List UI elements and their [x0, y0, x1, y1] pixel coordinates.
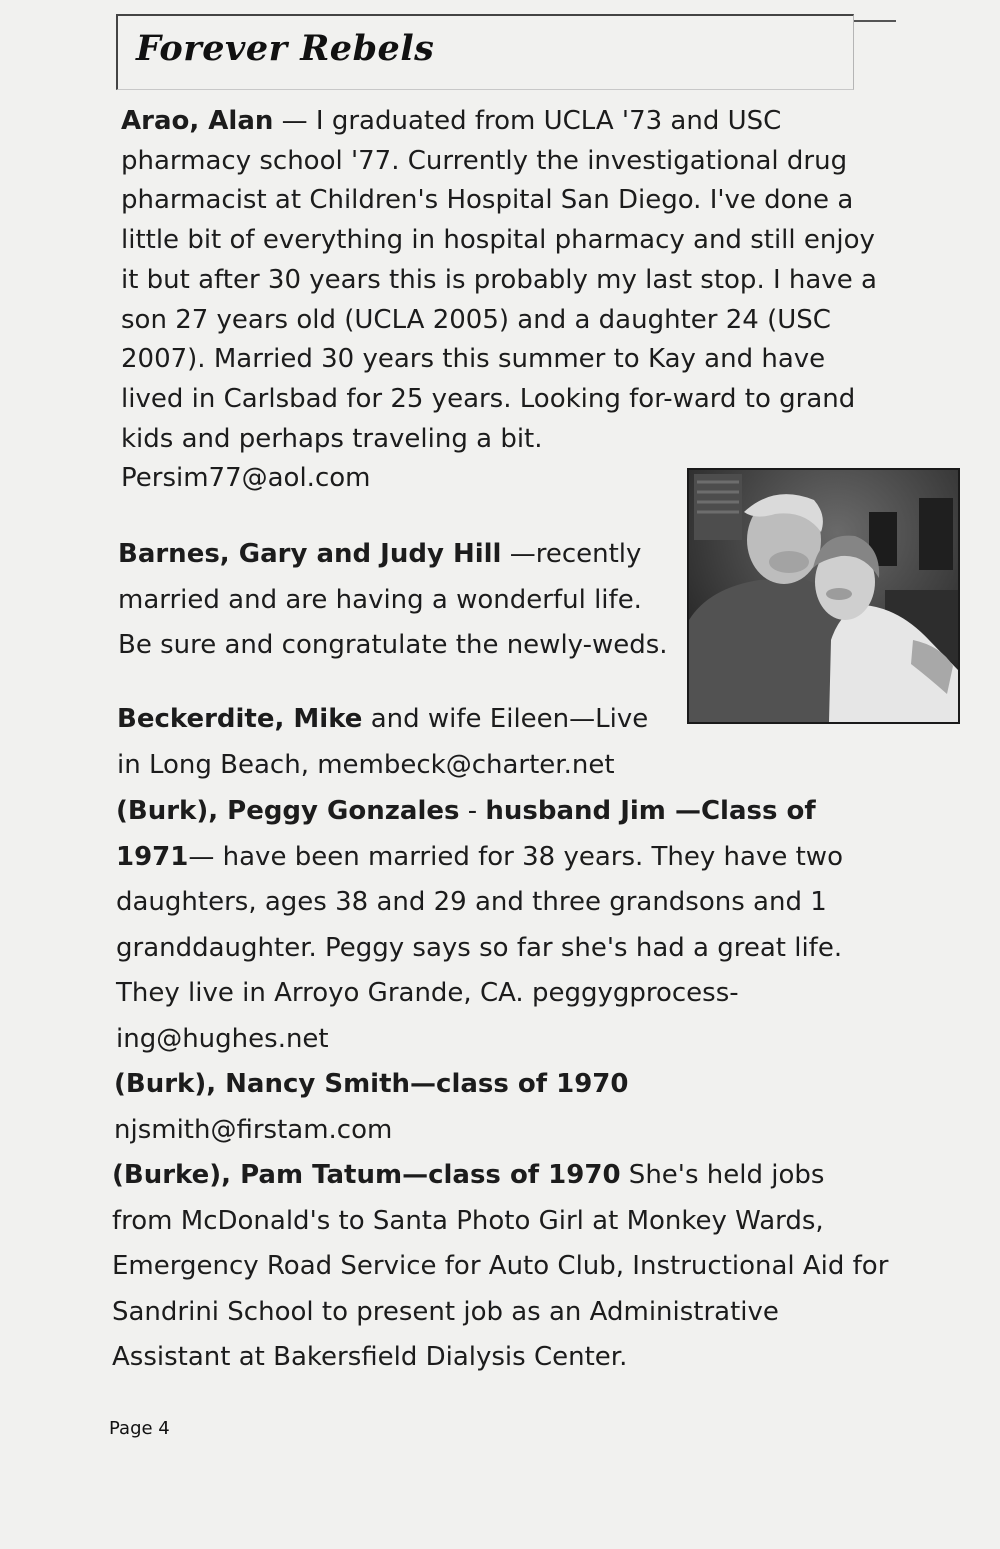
entry-burk-peggy [116, 789, 876, 1062]
entry-burke-pam [112, 1153, 892, 1381]
entry-connector: - [459, 796, 486, 826]
entry-text: —recently married and are having a wonderful life. Be sure and congratulate the newly-weds. [118, 539, 668, 660]
entry-email: njsmith@firstam.com [114, 1114, 393, 1145]
entry-name: Arao, Alan [121, 106, 274, 136]
entry-text: — I graduated from UCLA '73 and USC pharmacy school '77. Currently the investigational drug pharmacist at Children's Hospital San Diego. I've done a little bit of everything in hospital pharmacy and still enjoy it but after 30 years this is probably my last stop. I have a son 27 years old (UCLA 2005) and a daughter 24 (USC 2007). Married 30 years this summer to Kay and have lived in Carlsbad for 25 years. Looking for-ward to grand kids and perhaps traveling a bit. [121, 106, 877, 454]
entry-name: Beckerdite, Mike [117, 704, 363, 734]
entry-text: She's held jobs from McDonald's to Santa Photo Girl at Monkey Wards, Emergency Road Service for Auto Club, Instructional Aid for Sandrini School to present job as an Administrative Assistant at Bakersfield Dialysis Center. [112, 1160, 889, 1372]
couple-photo-illustration [689, 470, 958, 722]
entry-email: Persim77@aol.com [121, 463, 371, 494]
entry-text: — have been married for 38 years. They have two daughters, ages 38 and 29 and three grandsons and 1 granddaughter. Peggy says so far she's had a great life. They live in Arroyo Grande, CA. peggygprocess-ing@hughes.net [116, 841, 843, 1054]
entry-name: (Burke), Pam Tatum—class of 1970 [112, 1160, 621, 1190]
entry-arao [121, 102, 891, 499]
header-box [116, 14, 854, 90]
entry-name: Barnes, Gary and Judy Hill [118, 539, 502, 569]
couple-photo [687, 468, 960, 724]
entry-text: and wife Eileen—Live in Long Beach, membeck@charter.net [117, 704, 649, 780]
header-rule [854, 20, 896, 22]
page-title: Forever Rebels [136, 28, 435, 69]
entry-spouse-class: husband Jim —Class of 1971 [116, 796, 816, 872]
entry-name: (Burk), Peggy Gonzales [116, 796, 460, 826]
entry-beckerdite [117, 697, 677, 788]
entry-name: (Burk), Nancy Smith—class of 1970 [114, 1069, 629, 1099]
page-number: Page 4 [109, 1418, 170, 1439]
entry-burk-nancy [114, 1062, 874, 1153]
entry-barnes [118, 532, 678, 669]
